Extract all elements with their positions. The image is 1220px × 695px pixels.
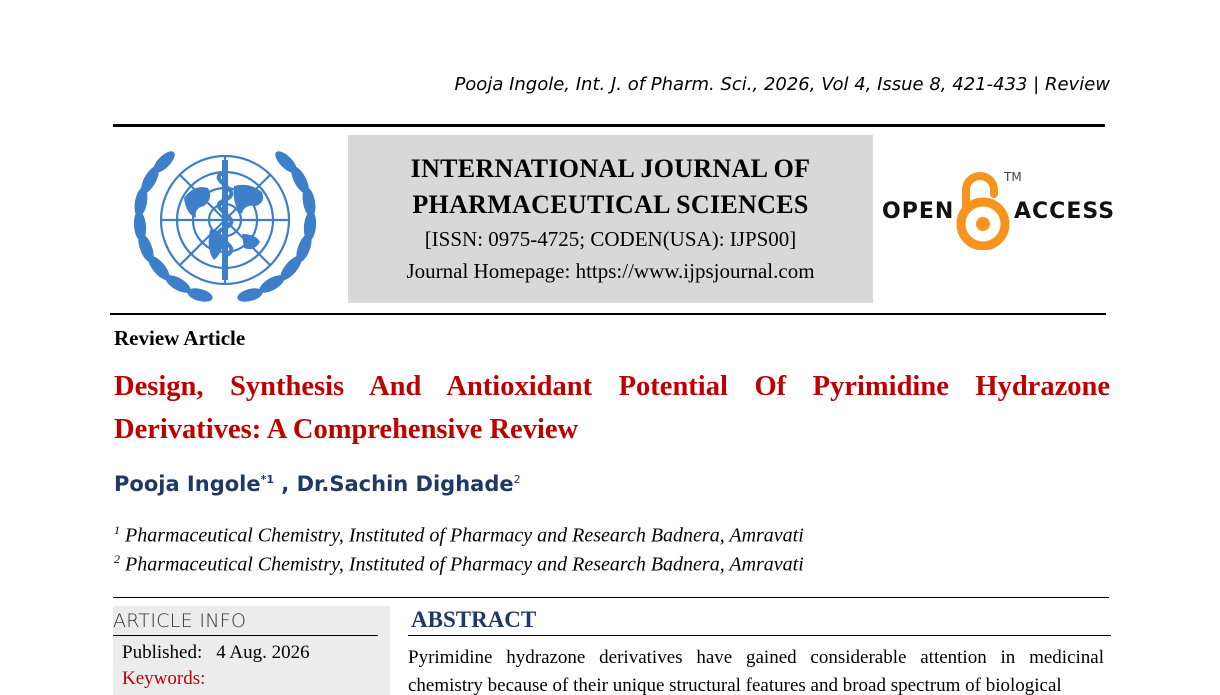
author-list bbox=[114, 472, 521, 496]
journal-issn: [ISSN: 0975-4725; CODEN(USA): IJPS00] bbox=[424, 227, 797, 251]
open-access-left-text: OPEN bbox=[882, 199, 955, 224]
header-rule bbox=[113, 124, 1105, 127]
author-1: Pooja Ingole bbox=[114, 472, 261, 496]
article-type: Review Article bbox=[114, 326, 246, 350]
affiliation-2-sup: 2 bbox=[114, 552, 120, 566]
open-access-logo bbox=[880, 168, 1116, 250]
journal-title-line1: INTERNATIONAL JOURNAL OF bbox=[410, 154, 811, 183]
article-info-panel bbox=[113, 606, 390, 695]
keywords-label: Keywords: bbox=[122, 668, 206, 689]
journal-emblem-icon bbox=[126, 138, 324, 306]
abstract-heading: ABSTRACT bbox=[411, 607, 537, 632]
affiliation-1-sup: 1 bbox=[114, 523, 120, 537]
journal-title-line2: PHARMACEUTICAL SCIENCES bbox=[412, 190, 809, 219]
author-separator: , bbox=[274, 472, 297, 496]
author-2: Dr.Sachin Dighade bbox=[296, 472, 514, 496]
author-2-sup: 2 bbox=[513, 473, 521, 486]
open-access-right-text: ACCESS bbox=[1014, 199, 1116, 224]
abstract-text: Pyrimidine hydrazone derivatives have gained considerable attention in medicinal chemistry because of their unique structural features and broad spectrum of biological bbox=[408, 647, 1104, 695]
affiliation-1 bbox=[114, 523, 804, 548]
trademark-label: TM bbox=[1004, 170, 1022, 184]
affiliation-2 bbox=[114, 552, 804, 577]
article-info-rule bbox=[113, 635, 378, 636]
section-rule bbox=[113, 597, 1109, 598]
article-title: Design, Synthesis And Antioxidant Potential Of Pyrimidine Hydrazone Derivatives: A Comprehensive Review bbox=[114, 371, 1110, 445]
published-date: 4 Aug. 2026 bbox=[216, 642, 310, 663]
article-info-heading: ARTICLE INFO bbox=[113, 610, 247, 632]
citation-line: Pooja Ingole, Int. J. of Pharm. Sci., 2026, Vol 4, Issue 8, 421-433 | Review bbox=[454, 74, 1110, 95]
masthead-rule bbox=[110, 313, 1106, 315]
published-label: Published: bbox=[122, 642, 203, 663]
journal-homepage: Journal Homepage: https://www.ijpsjournal.com bbox=[406, 259, 815, 283]
affiliation-2-text: Pharmaceutical Chemistry, Instituted of Pharmacy and Research Badnera, Amravati bbox=[120, 553, 804, 576]
journal-masthead bbox=[348, 135, 873, 303]
abstract-rule bbox=[408, 635, 1111, 636]
affiliation-1-text: Pharmaceutical Chemistry, Instituted of Pharmacy and Research Badnera, Amravati bbox=[120, 524, 804, 547]
published-row bbox=[122, 642, 310, 664]
author-1-sup: *1 bbox=[260, 473, 274, 486]
